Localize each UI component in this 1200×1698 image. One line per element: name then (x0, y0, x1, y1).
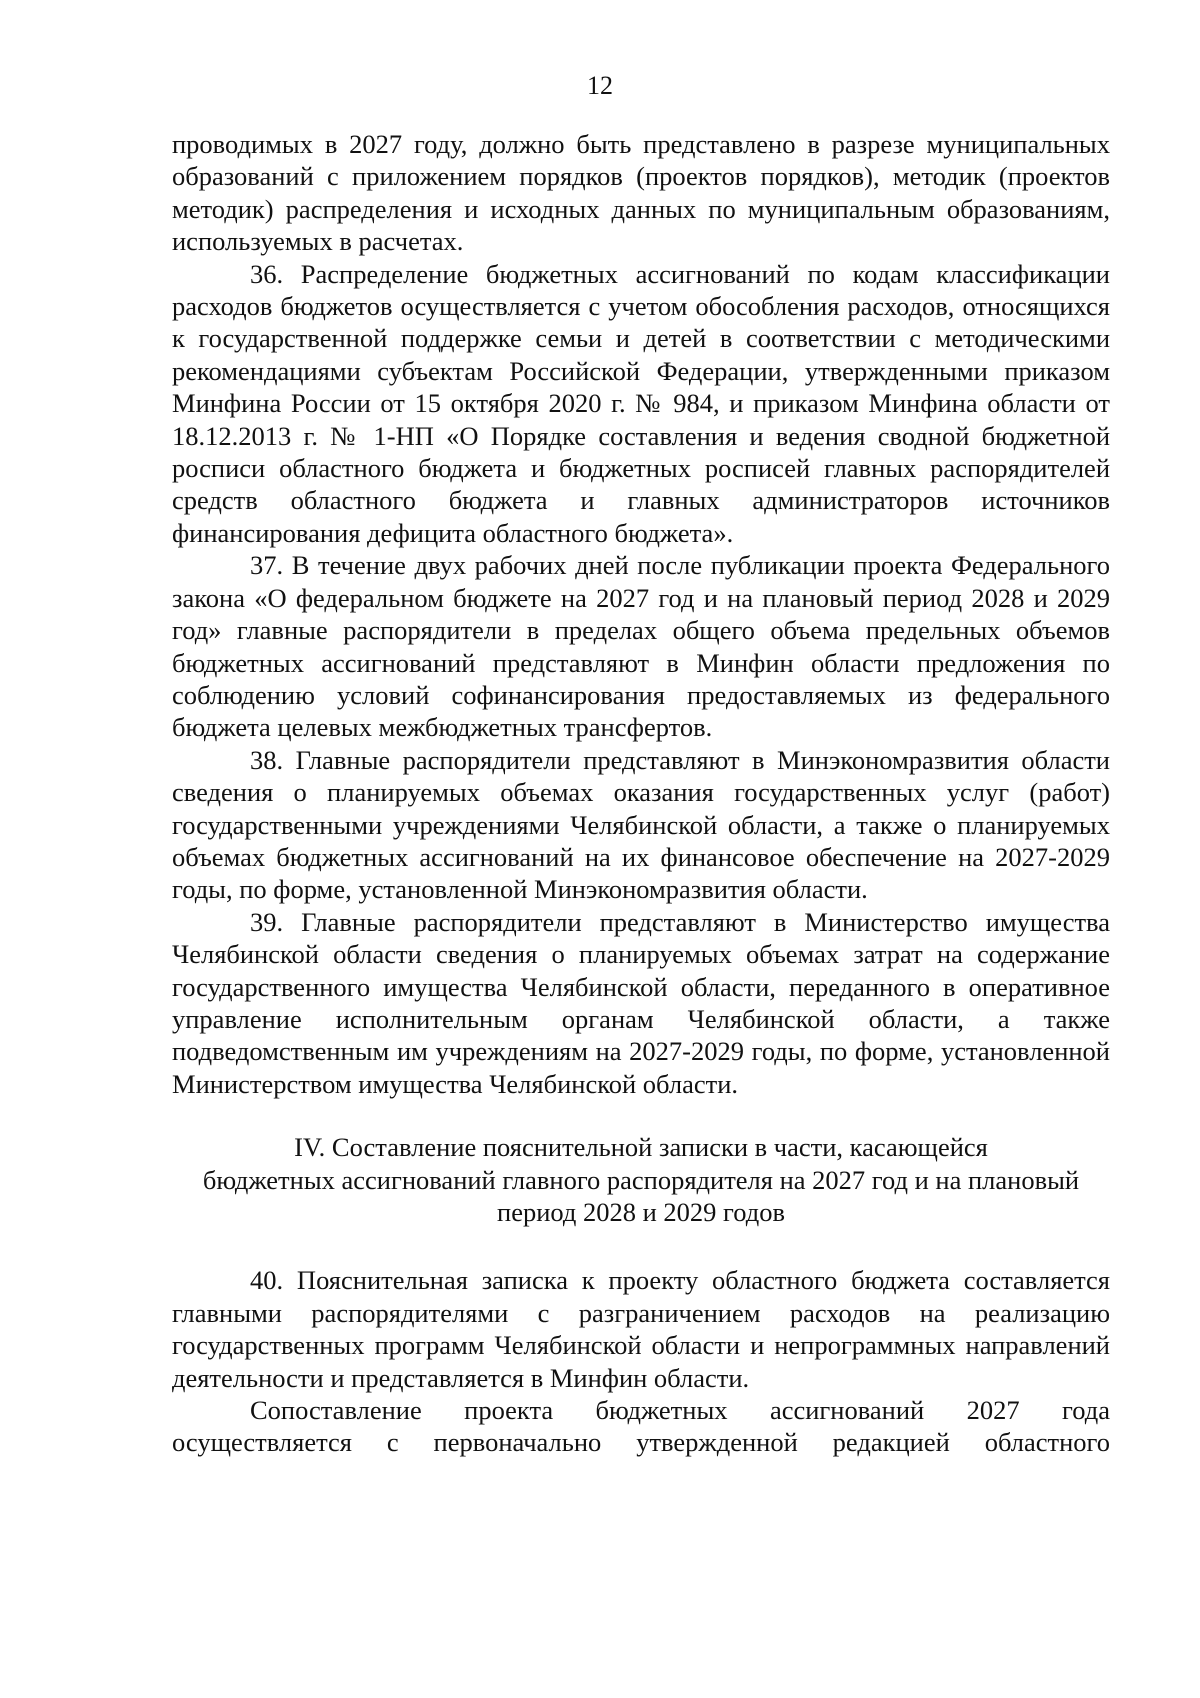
section-heading-line: бюджетных ассигнований главного распорядителя на 2027 год и на плановый (202, 1164, 1080, 1195)
paragraph-39: 39. Главные распорядители представляют в Министерство имущества Челябинской области сведения о планируемых объемах затрат на содержание государственного имущества Челябинской области, переданного в оперативное управление исполнительным органам Челябинской области, а также подведомственным им учреждениям на 2027-2029 годы, по форме, установленной Министерством имущества Челябинской области. (172, 906, 1110, 1099)
paragraph-40: 40. Пояснительная записка к проекту областного бюджета составляется главными распорядителями с разграничением расходов на реализацию государственных программ Челябинской области и непрограммных направлений деятельности и представляется в Минфин области. (172, 1265, 1110, 1393)
paragraph-continuation: проводимых в 2027 году, должно быть представлено в разрезе муниципальных образований с приложением порядков (проектов порядков), методик (проектов методик) распределения и исходных данных по муниципальным образованиям, используемых в расчетах. (172, 129, 1110, 257)
paragraph-37: 37. В течение двух рабочих дней после публикации проекта Федерального закона «О федеральном бюджете на 2027 год и на плановый период 2028 и 2029 год» главные распорядители в пределах общего объема предельных объемов бюджетных ассигнований представляют в Минфин области предложения по соблюдению условий софинансирования предоставляемых из федерального бюджета целевых межбюджетных трансфертов. (172, 550, 1110, 743)
paragraph-36: 36. Распределение бюджетных ассигнований по кодам классификации расходов бюджетов осуществляется с учетом обособления расходов, относящихся к государственной поддержке семьи и детей в соответствии с методическими рекомендациями субъектам Российской Федерации, утвержденными приказом Минфина России от 15 октября 2020 г. № 984, и приказом Минфина области от 18.12.2013 г. № 1-НП «О Порядке составления и ведения сводной бюджетной росписи областного бюджета и бюджетных росписей главных распорядителей средств областного бюджета и главных администраторов источников финансирования дефицита областного бюджета». (172, 258, 1110, 548)
document-body (172, 128, 1110, 1459)
paragraph-38: 38. Главные распорядители представляют в Минэкономразвития области сведения о планируемых объемах оказания государственных услуг (работ) государственными учреждениями Челябинской области, а также о планируемых объемах бюджетных ассигнований на их финансовое обеспечение на 2027-2029 годы, по форме, установленной Минэкономразвития области. (172, 744, 1110, 905)
section-heading (172, 1131, 1110, 1228)
paragraph-comparison: Сопоставление проекта бюджетных ассигнований 2027 года осуществляется с первоначально утвержденной редакцией областного (172, 1395, 1110, 1458)
section-heading-line: период 2028 и 2029 годов (497, 1197, 785, 1227)
section-heading-line: IV. Составление пояснительной записки в части, касающейся (294, 1132, 988, 1163)
spacer (172, 1228, 1110, 1264)
page-number: 12 (587, 71, 613, 100)
spacer (172, 1100, 1110, 1131)
